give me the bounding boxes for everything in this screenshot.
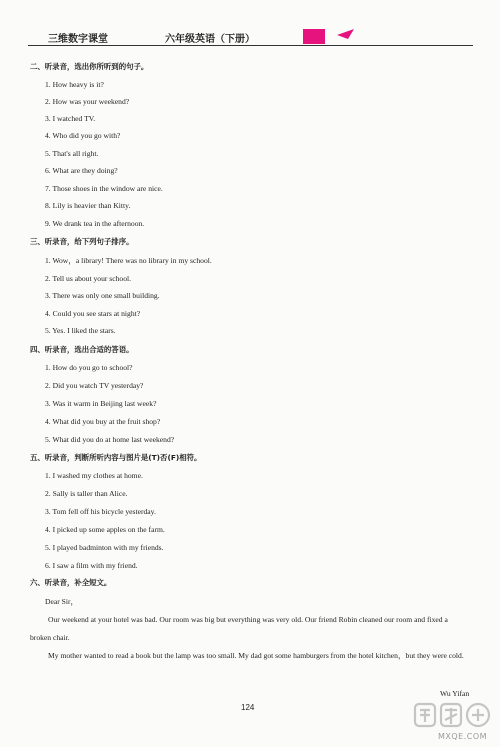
section-6-title: 六、听录音，补全短文。 xyxy=(30,578,112,587)
list-item: 3. I watched TV. xyxy=(45,114,96,123)
list-item: 5. I played badminton with my friends. xyxy=(45,543,164,552)
list-item: 4. Could you see stars at night? xyxy=(45,309,141,318)
section-2-title: 二、听录音，选出你所听到的句子。 xyxy=(30,62,149,71)
section-3-title: 三、听录音，给下列句子排序。 xyxy=(30,237,134,246)
list-item: 9. We drank tea in the afternoon. xyxy=(45,219,145,228)
letter-greeting: Dear Sir， xyxy=(45,597,79,606)
list-item: 1. How heavy is it? xyxy=(45,80,104,89)
list-item: 6. I saw a film with my friend. xyxy=(45,561,138,570)
section-5-title: 五、听录音，判断所听内容与图片是(T)否(F)相符。 xyxy=(30,453,202,462)
list-item: 2. Tell us about your school. xyxy=(45,274,132,283)
list-item: 3. There was only one small building. xyxy=(45,291,160,300)
list-item: 1. Wow，a library! There was no library in my school. xyxy=(45,256,212,265)
list-item: 8. Lily is heavier than Kitty. xyxy=(45,201,131,210)
list-item: 5. Yes. I liked the stars. xyxy=(45,326,116,335)
section-4-title: 四、听录音，选出合适的答语。 xyxy=(30,345,134,354)
watermark-url: MXQE.COM xyxy=(438,732,488,741)
book-title: 三维数字课堂 xyxy=(48,34,108,45)
list-item: 7. Those shoes in the window are nice. xyxy=(45,184,163,193)
list-item: 5. What did you do at home last weekend? xyxy=(45,435,175,444)
list-item: 6. What are they doing? xyxy=(45,166,118,175)
list-item: 2. Did you watch TV yesterday? xyxy=(45,381,144,390)
list-item: 1. I washed my clothes at home. xyxy=(45,471,143,480)
list-item: 3. Was it warm in Beijing last week? xyxy=(45,399,157,408)
list-item: 4. What did you buy at the fruit shop? xyxy=(45,417,161,426)
letter-paragraph-2: My mother wanted to read a book but the lamp was too small. My dad got some hamburgers from the hotel kitchen，but they were cold. xyxy=(48,651,464,660)
list-item: 5. That's all right. xyxy=(45,149,99,158)
letter-paragraph-1: Our weekend at your hotel was bad. Our room was big but everything was very old. Our friend Robin cleaned our room and fixed a broken chair. xyxy=(30,615,448,642)
list-item: 4. I picked up some apples on the farm. xyxy=(45,525,165,534)
subject-title: 六年级英语（下册） xyxy=(165,34,255,45)
list-item: 3. Tom fell off his bicycle yesterday. xyxy=(45,507,156,516)
list-item: 1. How do you go to school? xyxy=(45,363,133,372)
list-item: 2. How was your weekend? xyxy=(45,97,130,106)
list-item: 2. Sally is taller than Alice. xyxy=(45,489,128,498)
page-number: 124 xyxy=(241,703,255,712)
list-item: 4. Who did you go with? xyxy=(45,131,121,140)
letter-signature: Wu Yifan xyxy=(440,689,470,698)
